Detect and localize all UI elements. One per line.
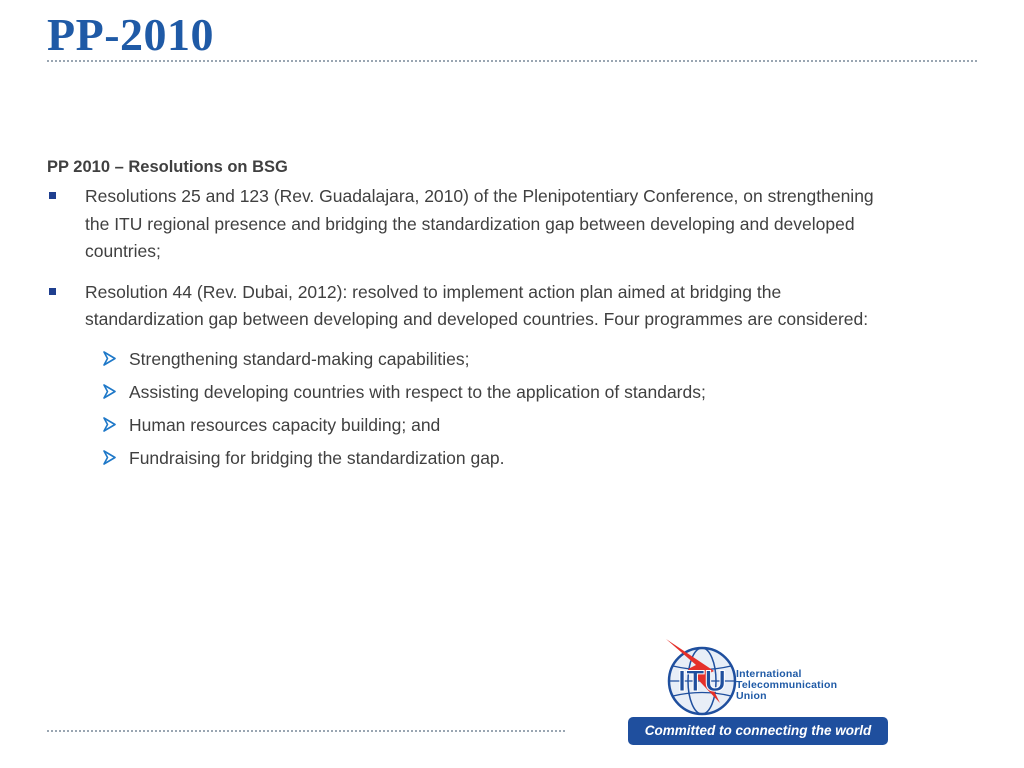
programme-item xyxy=(102,376,887,409)
itu-name-line: Telecommunication xyxy=(736,679,838,691)
square-bullet-icon xyxy=(49,192,56,199)
footer-divider xyxy=(47,730,565,732)
bullet-item xyxy=(47,279,887,334)
arrow-bullet-icon xyxy=(102,384,117,399)
programme-item xyxy=(102,343,887,376)
itu-tagline: Committed to connecting the world xyxy=(628,717,888,745)
arrow-bullet-icon xyxy=(102,450,117,465)
bullet-item xyxy=(47,183,887,266)
programme-text: Fundraising for bridging the standardization gap. xyxy=(129,447,505,468)
bullet-text: Resolution 44 (Rev. Dubai, 2012): resolved to implement action plan aimed at bridging the standardization gap between developing and developed countries. Four programmes are considered: xyxy=(85,281,869,329)
itu-name-line: International xyxy=(736,668,802,680)
itu-name-line: Union xyxy=(736,690,767,702)
slide-title: PP-2010 xyxy=(47,9,215,60)
itu-acronym: ITU xyxy=(677,665,727,698)
arrow-bullet-icon xyxy=(102,417,117,432)
title-divider xyxy=(47,60,977,62)
programmes-list xyxy=(102,343,887,475)
programme-text: Assisting developing countries with respect to the application of standards; xyxy=(129,381,706,402)
slide-content xyxy=(47,158,887,475)
itu-logo xyxy=(626,633,890,745)
itu-name xyxy=(736,669,837,702)
programme-text: Human resources capacity building; and xyxy=(129,414,441,435)
square-bullet-icon xyxy=(49,288,56,295)
bullet-text: Resolutions 25 and 123 (Rev. Guadalajara, 2010) of the Plenipotentiary Conference, on strengthening the ITU regional presence and bridging the standardization gap between developing and developed countries; xyxy=(85,186,874,261)
section-heading: PP 2010 – Resolutions on BSG xyxy=(47,158,288,176)
programme-text: Strengthening standard-making capabilities; xyxy=(129,348,470,369)
arrow-bullet-icon xyxy=(102,351,117,366)
programme-item xyxy=(102,409,887,442)
programme-item xyxy=(102,442,887,475)
